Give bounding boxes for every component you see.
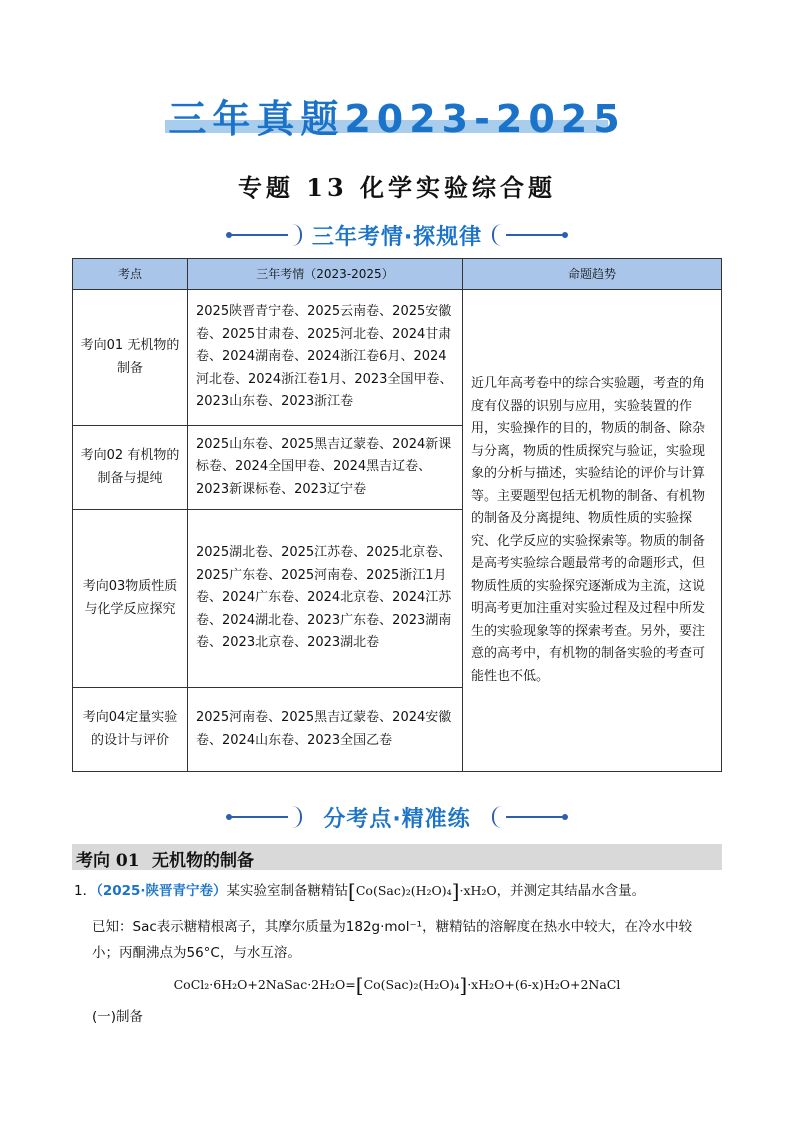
- topic-cell: 考向01 无机物的制备: [73, 290, 188, 426]
- banner-right-line: [506, 816, 566, 818]
- topic-cell: 考向02 有机物的制备与提纯: [73, 426, 188, 510]
- section-heading: [72, 844, 722, 870]
- topic-cell: 考向04定量实验的设计与评价: [73, 688, 188, 772]
- papers-cell: 2025湖北卷、2025江苏卷、2025北京卷、2025广东卷、2025河南卷、2025浙江1月卷、2024广东卷、2024北京卷、2024江苏卷、2024湖北卷、2023广东卷、2023湖南卷、2023北京卷、2023湖北卷: [188, 510, 463, 688]
- reaction-equation: CoCl₂·6H₂O+2NaSac·2H₂O=[Co(Sac)₂(H₂O)₄]·xH₂O+(6-x)H₂O+2NaCl: [173, 973, 621, 997]
- table-header-row: [73, 259, 722, 290]
- compound-formula: [Co(Sac)₂(H₂O)₄]·xH₂O: [348, 879, 497, 903]
- question-intro-end: ，并测定其结晶水含量。: [496, 883, 646, 899]
- banner-text: 三年考情·探规律: [311, 225, 483, 250]
- section-number: 考向 01: [76, 851, 140, 871]
- page-subtitle: 专题 13 化学实验综合题: [237, 173, 557, 202]
- known-line-1: 已知：Sac表示糖精根离子，其摩尔质量为182g·mol⁻¹，糖精钴的溶解度在热水中较大，在冷水中较: [92, 919, 693, 935]
- exam-overview-table: [72, 258, 722, 772]
- banner-right-dot: [562, 232, 568, 238]
- banner-text: 分考点·精准练: [323, 807, 471, 832]
- section-name: 无机物的制备: [152, 851, 254, 871]
- banner-right-swoosh: [492, 806, 506, 828]
- section-banner-practice: [0, 802, 794, 834]
- papers-cell: 2025河南卷、2025黑吉辽蒙卷、2024安徽卷、2024山东卷、2023全国乙卷: [188, 688, 463, 772]
- banner-right-dot: [562, 814, 568, 820]
- papers-cell: 2025山东卷、2025黑吉辽蒙卷、2024新课标卷、2024全国甲卷、2024黑吉辽卷、2023新课标卷、2023辽宁卷: [188, 426, 463, 510]
- header-trend: 命题趋势: [463, 259, 722, 290]
- question-source: （2025·陕晋青宁卷）: [96, 883, 227, 899]
- banner-right-line: [506, 234, 566, 236]
- table-row: [73, 290, 722, 426]
- part-one-label: (一)制备: [92, 1009, 144, 1025]
- section-banner-overview: [0, 220, 794, 252]
- topic-cell: 考向03物质性质与化学反应探究: [73, 510, 188, 688]
- question-number: 1．: [74, 883, 97, 899]
- header-papers: 三年考情（2023-2025）: [188, 259, 463, 290]
- header-topic: 考点: [73, 259, 188, 290]
- banner-right-swoosh: [492, 224, 506, 246]
- papers-cell: 2025陕晋青宁卷、2025云南卷、2025安徽卷、2025甘肃卷、2025河北卷、2024甘肃卷、2024湖南卷、2024浙江卷6月、2024河北卷、2024浙江卷1月、2023全国甲卷、2023山东卷、2023浙江卷: [188, 290, 463, 426]
- question-line-1: [74, 880, 724, 902]
- known-line-2: 小；丙酮沸点为56°C，与水互溶。: [92, 945, 301, 961]
- trend-cell: 近几年高考卷中的综合实验题，考查的角度有仪器的识别与应用，实验装置的作用，实验操作的目的，物质的制备、除杂与分离，物质的性质探究与验证，实验现象的分析与描述，实验结论的评价与计算等。主要题型包括无机物的制备、有机物的制备及分离提纯、物质性质的实验探究、化学反应的实验探索等。物质的制备是高考实验综合题最常考的命题形式，但物质性质的实验探究逐渐成为主流，这说明高考更加注重对实验过程及过程中所发生的实验现象等的探索考查。另外，要注意的高考中，有机物的制备实验的考查可能性也不低。: [463, 290, 722, 772]
- question-intro: 某实验室制备糖精钴: [226, 883, 349, 899]
- page-title: 三年真题2023-2025: [168, 97, 626, 141]
